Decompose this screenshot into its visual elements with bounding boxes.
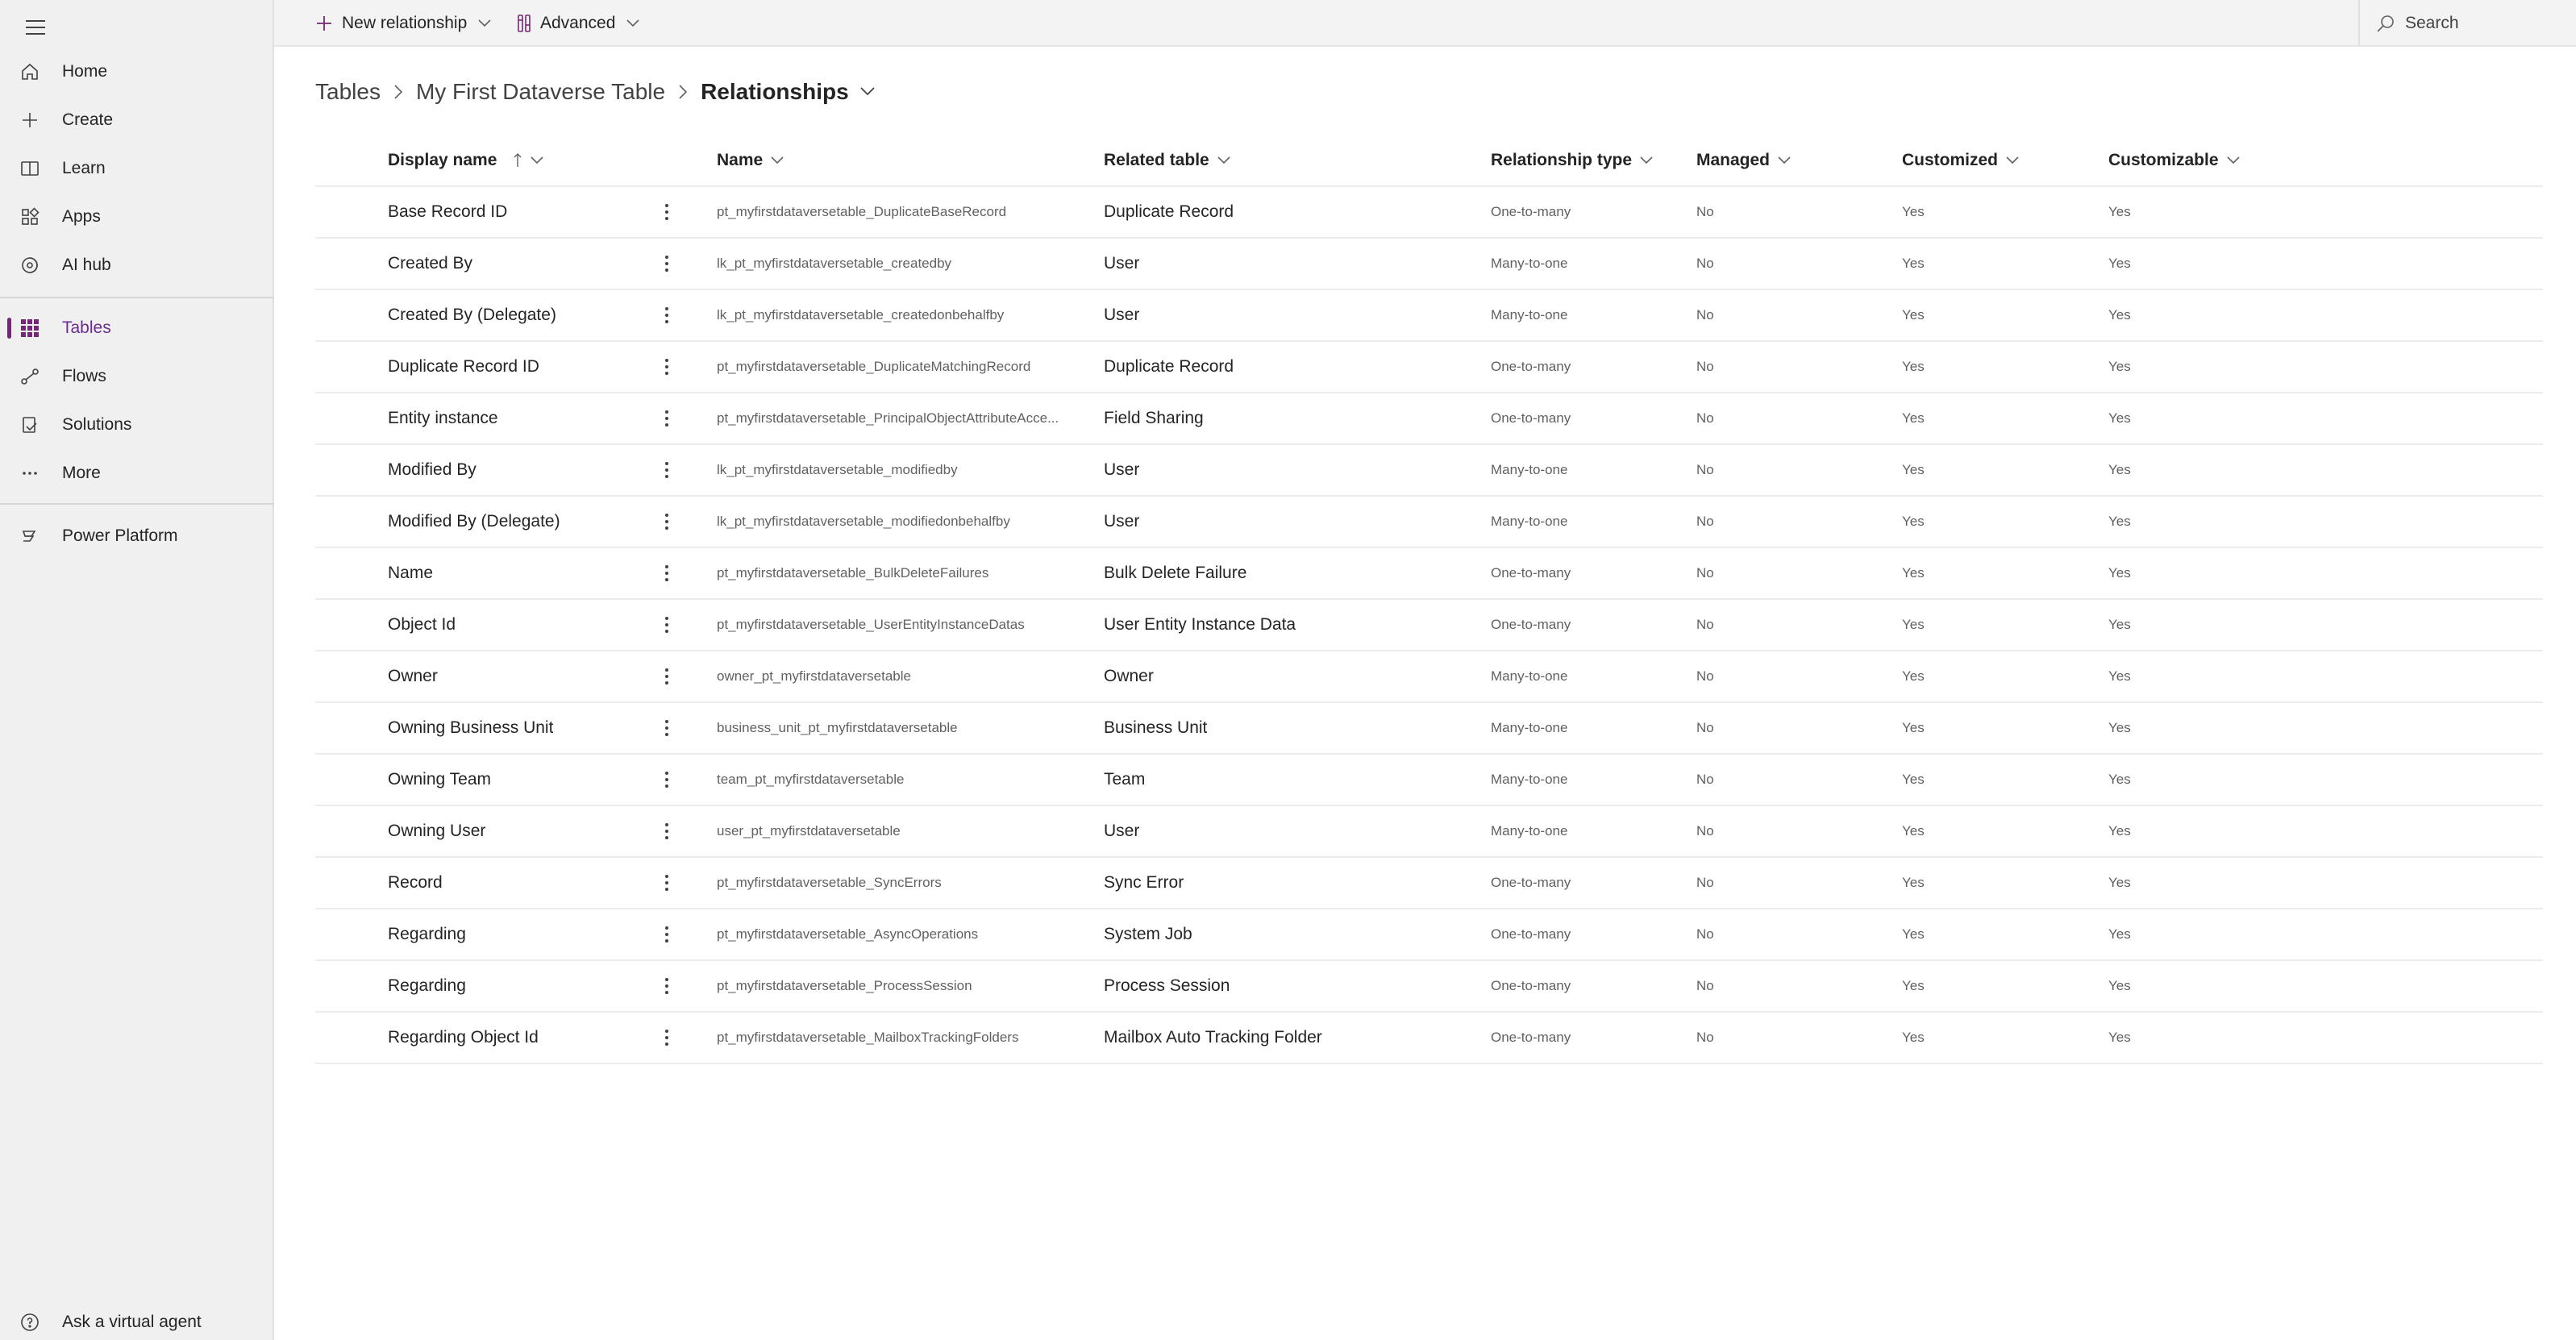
related-table-cell: Duplicate Record: [1104, 357, 1234, 376]
search-placeholder: Search: [2405, 14, 2459, 32]
schema-name-cell: pt_myfirstdataversetable_ProcessSession: [717, 978, 972, 993]
managed-cell: No: [1696, 772, 1714, 787]
nav-item-flows[interactable]: [0, 353, 274, 400]
schema-name-cell: user_pt_myfirstdataversetable: [717, 823, 901, 839]
table-row[interactable]: [315, 187, 2543, 239]
related-table-cell: Owner: [1104, 667, 1154, 685]
schema-name-cell: pt_myfirstdataversetable_BulkDeleteFailures: [717, 565, 989, 581]
schema-name-cell: pt_myfirstdataversetable_AsyncOperations: [717, 926, 979, 942]
schema-name-cell: pt_myfirstdataversetable_DuplicateMatchingRecord: [717, 359, 1031, 374]
table-row[interactable]: [315, 703, 2543, 755]
row-more-options-icon[interactable]: [655, 806, 679, 856]
row-more-options-icon[interactable]: [655, 703, 679, 753]
customized-cell: Yes: [1902, 410, 1925, 426]
managed-cell: No: [1696, 823, 1714, 839]
related-table-cell: Business Unit: [1104, 718, 1208, 737]
advanced-label: Advanced: [540, 14, 616, 32]
managed-cell: No: [1696, 1030, 1714, 1045]
nav-item-apps[interactable]: [0, 194, 274, 240]
nav-item-label: Flows: [62, 367, 106, 385]
customizable-cell: Yes: [2108, 565, 2131, 581]
display-name-cell[interactable]: Owner: [388, 667, 438, 685]
table-row[interactable]: [315, 909, 2543, 961]
more-icon: [18, 461, 42, 485]
customized-cell: Yes: [1902, 565, 1925, 581]
column-header-label: Display name: [388, 151, 497, 169]
table-row[interactable]: [315, 806, 2543, 858]
relationship-type-cell: One-to-many: [1491, 410, 1571, 426]
power-platform-icon: [18, 524, 42, 548]
chevron-down-icon[interactable]: [860, 87, 875, 97]
managed-cell: No: [1696, 720, 1714, 735]
customized-cell: Yes: [1902, 462, 1925, 477]
managed-cell: No: [1696, 875, 1714, 890]
row-more-options-icon[interactable]: [655, 290, 679, 340]
related-table-cell: System Job: [1104, 925, 1192, 943]
nav-item-label: Create: [62, 110, 114, 129]
relationship-type-cell: One-to-many: [1491, 926, 1571, 942]
search-box[interactable]: [2358, 0, 2576, 47]
customizable-cell: Yes: [2108, 617, 2131, 632]
related-table-cell: Process Session: [1104, 976, 1230, 995]
column-header-customizable[interactable]: [2108, 135, 2240, 185]
search-icon: [2376, 14, 2395, 33]
column-header-display-name[interactable]: [388, 135, 543, 185]
breadcrumb-relationships[interactable]: Relationships: [701, 79, 849, 104]
customized-cell: Yes: [1902, 307, 1925, 323]
column-header-label: Customized: [1902, 151, 1999, 169]
table-row[interactable]: [315, 858, 2543, 909]
relationship-type-cell: Many-to-one: [1491, 514, 1568, 529]
advanced-button[interactable]: [516, 0, 639, 47]
managed-cell: No: [1696, 462, 1714, 477]
column-header-label: Related table: [1104, 151, 1209, 169]
nav-item-solutions[interactable]: [0, 402, 274, 448]
schema-name-cell: lk_pt_myfirstdataversetable_modifiedby: [717, 462, 958, 477]
table-row[interactable]: [315, 445, 2543, 497]
relationship-type-cell: One-to-many: [1491, 204, 1571, 219]
display-name-cell[interactable]: Name: [388, 564, 434, 582]
row-more-options-icon[interactable]: [655, 548, 679, 598]
schema-name-cell: business_unit_pt_myfirstdataversetable: [717, 720, 958, 735]
managed-cell: No: [1696, 565, 1714, 581]
related-table-cell: User: [1104, 306, 1140, 324]
display-name-cell[interactable]: Owning Business Unit: [388, 718, 554, 737]
related-table-cell: Mailbox Auto Tracking Folder: [1104, 1028, 1322, 1047]
managed-cell: No: [1696, 978, 1714, 993]
customizable-cell: Yes: [2108, 1030, 2131, 1045]
customized-cell: Yes: [1902, 256, 1925, 271]
customized-cell: Yes: [1902, 875, 1925, 890]
related-table-cell: Bulk Delete Failure: [1104, 564, 1247, 582]
chevron-down-icon[interactable]: [478, 19, 491, 27]
relationship-type-cell: Many-to-one: [1491, 720, 1568, 735]
row-more-options-icon[interactable]: [655, 342, 679, 392]
customized-cell: Yes: [1902, 668, 1925, 684]
chevron-down-icon: [1998, 156, 2019, 164]
nav-item-label: More: [62, 464, 101, 482]
schema-name-cell: team_pt_myfirstdataversetable: [717, 772, 905, 787]
ask-virtual-agent[interactable]: [0, 1305, 274, 1340]
row-more-options-icon[interactable]: [655, 497, 679, 547]
chevron-down-icon: [763, 156, 784, 164]
chevron-down-icon: [1770, 156, 1791, 164]
column-header-managed[interactable]: [1696, 135, 1791, 185]
apps-icon: [18, 205, 42, 229]
relationship-type-cell: One-to-many: [1491, 978, 1571, 993]
managed-cell: No: [1696, 926, 1714, 942]
display-name-cell[interactable]: Record: [388, 873, 443, 892]
left-navigation: [0, 0, 274, 1340]
schema-name-cell: lk_pt_myfirstdataversetable_createdby: [717, 256, 952, 271]
chevron-down-icon: [626, 19, 639, 27]
related-table-cell: Team: [1104, 770, 1146, 789]
nav-item-power-platform[interactable]: [0, 513, 274, 560]
column-header-name[interactable]: [717, 135, 784, 185]
relationship-type-cell: Many-to-one: [1491, 823, 1568, 839]
display-name-cell[interactable]: Regarding Object Id: [388, 1028, 539, 1047]
display-name-cell[interactable]: Owning Team: [388, 770, 492, 789]
table-row[interactable]: [315, 342, 2543, 393]
table-row[interactable]: [315, 1013, 2543, 1064]
nav-item-create[interactable]: [0, 97, 274, 144]
relationship-type-cell: One-to-many: [1491, 1030, 1571, 1045]
nav-item-label: Solutions: [62, 415, 132, 434]
display-name-cell[interactable]: Owning User: [388, 822, 486, 840]
customized-cell: Yes: [1902, 514, 1925, 529]
managed-cell: No: [1696, 307, 1714, 323]
table-row[interactable]: [315, 651, 2543, 703]
nav-item-learn[interactable]: [0, 145, 274, 192]
schema-name-cell: lk_pt_myfirstdataversetable_modifiedonbehalfby: [717, 514, 1010, 529]
managed-cell: No: [1696, 410, 1714, 426]
customizable-cell: Yes: [2108, 823, 2131, 839]
solutions-icon: [18, 413, 42, 437]
row-more-options-icon[interactable]: [655, 445, 679, 495]
table-row[interactable]: [315, 600, 2543, 651]
row-more-options-icon[interactable]: [655, 239, 679, 289]
column-header-label: Managed: [1696, 151, 1771, 169]
plus-icon: [314, 14, 334, 33]
sort-ascending-icon: [505, 152, 522, 169]
grid-header: [315, 135, 2543, 187]
managed-cell: No: [1696, 204, 1714, 219]
hamburger-menu-icon[interactable]: [18, 10, 53, 45]
nav-item-ai-hub[interactable]: [0, 242, 274, 289]
nav-item-more[interactable]: [0, 450, 274, 497]
ask-virtual-agent-label: Ask a virtual agent: [62, 1313, 202, 1331]
display-name-cell[interactable]: Duplicate Record ID: [388, 357, 539, 376]
display-name-cell[interactable]: Object Id: [388, 615, 456, 634]
display-name-cell[interactable]: Modified By (Delegate): [388, 512, 560, 531]
nav-item-label: Tables: [62, 318, 111, 337]
chevron-right-icon: [393, 84, 403, 100]
customizable-cell: Yes: [2108, 720, 2131, 735]
managed-cell: No: [1696, 256, 1714, 271]
customizable-cell: Yes: [2108, 204, 2131, 219]
related-table-cell: User: [1104, 254, 1140, 273]
column-header-customized[interactable]: [1902, 135, 2019, 185]
customizable-cell: Yes: [2108, 875, 2131, 890]
table-row[interactable]: [315, 961, 2543, 1013]
managed-cell: No: [1696, 514, 1714, 529]
customizable-cell: Yes: [2108, 926, 2131, 942]
schema-name-cell: pt_myfirstdataversetable_UserEntityInstanceDatas: [717, 617, 1025, 632]
row-more-options-icon[interactable]: [655, 651, 679, 701]
customized-cell: Yes: [1902, 204, 1925, 219]
customizable-cell: Yes: [2108, 410, 2131, 426]
relationship-type-cell: Many-to-one: [1491, 772, 1568, 787]
row-more-options-icon[interactable]: [655, 961, 679, 1011]
relationship-type-cell: Many-to-one: [1491, 307, 1568, 323]
schema-name-cell: owner_pt_myfirstdataversetable: [717, 668, 911, 684]
customized-cell: Yes: [1902, 926, 1925, 942]
table-row[interactable]: [315, 497, 2543, 548]
chevron-down-icon: [2219, 156, 2240, 164]
managed-cell: No: [1696, 668, 1714, 684]
column-header-label: Name: [717, 151, 764, 169]
related-table-cell: User: [1104, 460, 1140, 479]
related-table-cell: Sync Error: [1104, 873, 1184, 892]
display-name-cell[interactable]: Created By (Delegate): [388, 306, 556, 324]
related-table-cell: User: [1104, 512, 1140, 531]
nav-divider: [0, 503, 274, 505]
new-relationship-label: New relationship: [342, 14, 468, 32]
customized-cell: Yes: [1902, 1030, 1925, 1045]
nav-divider: [0, 297, 274, 298]
row-more-options-icon[interactable]: [655, 600, 679, 650]
nav-item-label: Apps: [62, 207, 101, 226]
customized-cell: Yes: [1902, 720, 1925, 735]
table-row[interactable]: [315, 755, 2543, 806]
display-name-cell[interactable]: Base Record ID: [388, 202, 508, 221]
schema-name-cell: pt_myfirstdataversetable_DuplicateBaseRecord: [717, 204, 1007, 219]
display-name-cell[interactable]: Regarding: [388, 925, 466, 943]
schema-name-cell: pt_myfirstdataversetable_PrincipalObjectAttributeAcce...: [717, 410, 1059, 426]
customizable-cell: Yes: [2108, 668, 2131, 684]
nav-item-home[interactable]: [0, 48, 274, 95]
nav-item-label: Power Platform: [62, 526, 178, 545]
question-circle-icon: [18, 1310, 42, 1334]
customizable-cell: Yes: [2108, 256, 2131, 271]
relationship-type-cell: Many-to-one: [1491, 668, 1568, 684]
nav-item-label: Home: [62, 62, 108, 81]
row-more-options-icon[interactable]: [655, 755, 679, 805]
customized-cell: Yes: [1902, 359, 1925, 374]
relationship-type-cell: One-to-many: [1491, 359, 1571, 374]
managed-cell: No: [1696, 359, 1714, 374]
breadcrumb: [315, 74, 875, 110]
managed-cell: No: [1696, 617, 1714, 632]
plus-icon: [18, 108, 42, 132]
grid-body: [315, 187, 2543, 1064]
related-table-cell: Field Sharing: [1104, 409, 1204, 427]
customizable-cell: Yes: [2108, 359, 2131, 374]
schema-name-cell: lk_pt_myfirstdataversetable_createdonbehalfby: [717, 307, 1005, 323]
new-relationship-button[interactable]: [314, 0, 491, 47]
column-header-label: Relationship type: [1491, 151, 1633, 169]
breadcrumb-table-name[interactable]: My First Dataverse Table: [415, 79, 666, 104]
flow-icon: [18, 364, 42, 389]
customized-cell: Yes: [1902, 772, 1925, 787]
relationships-grid: [315, 135, 2543, 1064]
nav-item-tables[interactable]: [0, 305, 274, 352]
related-table-cell: User Entity Instance Data: [1104, 615, 1296, 634]
table-row[interactable]: [315, 548, 2543, 600]
command-bar: [274, 0, 2576, 47]
book-icon: [18, 156, 42, 181]
relationship-type-cell: One-to-many: [1491, 875, 1571, 890]
nav-item-label: AI hub: [62, 256, 111, 274]
column-header-relationship-type[interactable]: [1491, 135, 1653, 185]
display-name-cell[interactable]: Created By: [388, 254, 473, 273]
customized-cell: Yes: [1902, 823, 1925, 839]
display-name-cell[interactable]: Modified By: [388, 460, 476, 479]
customizable-cell: Yes: [2108, 514, 2131, 529]
column-header-related-table[interactable]: [1104, 135, 1230, 185]
column-header-label: Customizable: [2108, 151, 2219, 169]
row-more-options-icon[interactable]: [655, 1013, 679, 1063]
row-more-options-icon[interactable]: [655, 187, 679, 237]
customizable-cell: Yes: [2108, 772, 2131, 787]
schema-name-cell: pt_myfirstdataversetable_SyncErrors: [717, 875, 942, 890]
chevron-down-icon: [522, 156, 543, 164]
customizable-cell: Yes: [2108, 978, 2131, 993]
row-more-options-icon[interactable]: [655, 393, 679, 443]
row-more-options-icon[interactable]: [655, 858, 679, 908]
customized-cell: Yes: [1902, 978, 1925, 993]
row-more-options-icon[interactable]: [655, 909, 679, 959]
relationship-type-cell: Many-to-one: [1491, 256, 1568, 271]
nav-item-label: Learn: [62, 159, 106, 177]
related-table-cell: User: [1104, 822, 1140, 840]
breadcrumb-tables[interactable]: Tables: [315, 79, 381, 104]
relationship-type-cell: One-to-many: [1491, 565, 1571, 581]
schema-name-cell: pt_myfirstdataversetable_MailboxTrackingFolders: [717, 1030, 1019, 1045]
chevron-down-icon: [1209, 156, 1230, 164]
table-row[interactable]: [315, 393, 2543, 445]
table-row[interactable]: [315, 239, 2543, 290]
related-table-cell: Duplicate Record: [1104, 202, 1234, 221]
ai-hub-icon: [18, 253, 42, 277]
chevron-right-icon: [678, 84, 688, 100]
table-row[interactable]: [315, 290, 2543, 342]
home-icon: [18, 60, 42, 84]
customizable-cell: Yes: [2108, 462, 2131, 477]
display-name-cell[interactable]: Regarding: [388, 976, 466, 995]
chevron-down-icon: [1632, 156, 1653, 164]
customizable-cell: Yes: [2108, 307, 2131, 323]
table-grid-icon: [18, 316, 42, 340]
display-name-cell[interactable]: Entity instance: [388, 409, 498, 427]
customized-cell: Yes: [1902, 617, 1925, 632]
relationship-type-cell: Many-to-one: [1491, 462, 1568, 477]
relationship-type-cell: One-to-many: [1491, 617, 1571, 632]
advanced-settings-icon: [516, 14, 532, 33]
